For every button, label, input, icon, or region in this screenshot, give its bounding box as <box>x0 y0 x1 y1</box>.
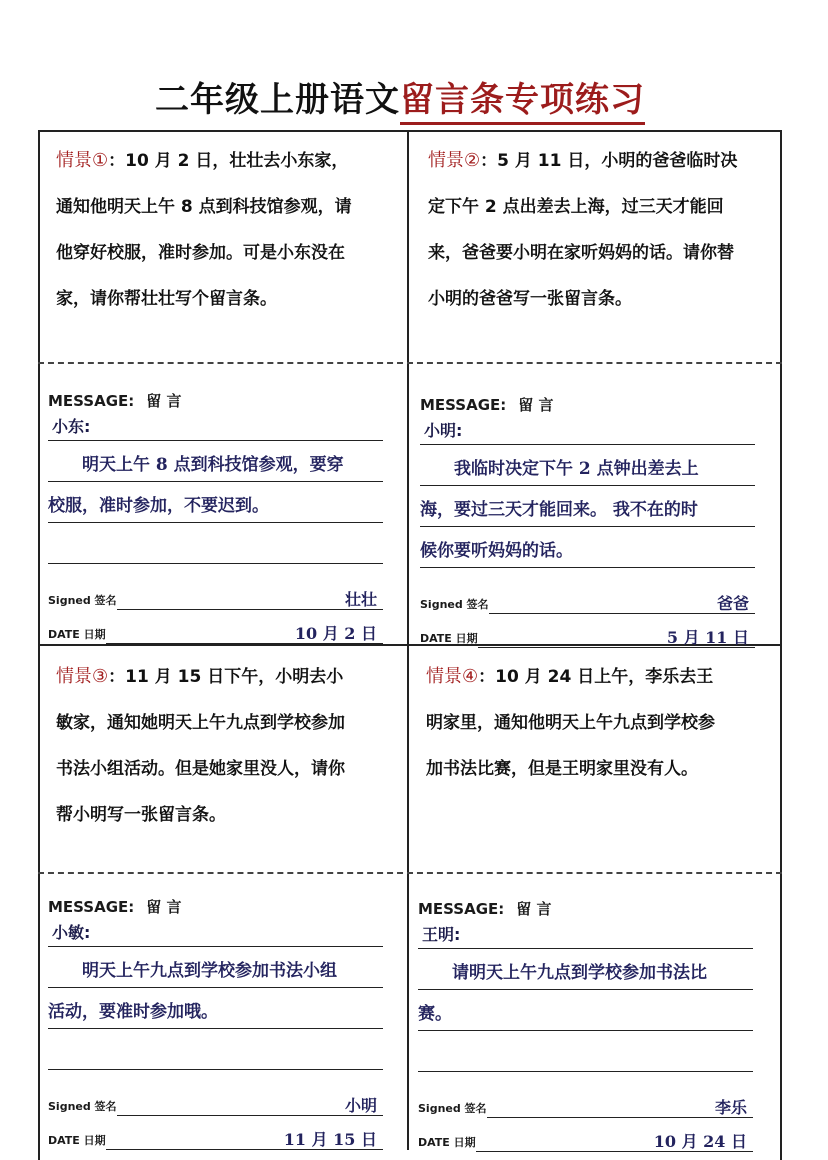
message-line: 明天上午九点到学校参加书法小组 <box>48 947 383 988</box>
scene-line: 情景④：10 月 24 日上午，李乐去王 <box>426 666 714 687</box>
scene-label: 情景② <box>428 150 481 171</box>
message-line: 我临时决定下午 2 点钟出差去上 <box>420 445 755 486</box>
message-line: 活动，要准时参加哦。 <box>48 988 383 1029</box>
scene-label: 情景③ <box>56 666 109 687</box>
date-row <box>418 1126 753 1152</box>
signed-row <box>420 588 755 614</box>
message-note-4 <box>418 898 753 1152</box>
recipient-line: 小明: <box>420 418 755 445</box>
signed-row <box>48 1090 383 1116</box>
signed-row <box>418 1092 753 1118</box>
scene-line: 书法小组活动。但是她家里没人，请你 <box>56 759 345 779</box>
date-row <box>420 622 755 648</box>
title-main: 二年级上册语文 <box>155 80 400 120</box>
message-header: MESSAGE: 留 言 <box>48 898 182 916</box>
message-header: MESSAGE: 留 言 <box>418 900 552 918</box>
dashed-divider <box>38 872 782 874</box>
message-header: MESSAGE: 留 言 <box>48 392 182 410</box>
scene-card-4 <box>426 654 766 792</box>
signed-value: 爸爸 <box>489 591 755 614</box>
scene-line: 情景①：10 月 2 日，壮壮去小东家， <box>56 150 349 171</box>
date-label: DATE 日期 <box>48 628 106 641</box>
scene-line: 明家里，通知他明天上午九点到学校参 <box>426 713 715 733</box>
message-note-2 <box>420 394 755 648</box>
date-value: 5 月 11 日 <box>478 625 755 648</box>
message-note-3 <box>48 896 383 1150</box>
scene-card-3 <box>56 654 396 838</box>
date-value: 11 月 15 日 <box>106 1127 383 1150</box>
scene-line: 家，请你帮壮壮写个留言条。 <box>56 289 277 309</box>
page-title <box>0 72 800 121</box>
scene-line: 来，爸爸要小明在家听妈妈的话。请你替 <box>428 243 734 263</box>
message-note-1 <box>48 390 383 644</box>
signed-value: 壮壮 <box>117 587 383 610</box>
signed-value: 李乐 <box>487 1095 753 1118</box>
signed-label: Signed 签名 <box>48 594 117 607</box>
signed-label: Signed 签名 <box>48 1100 117 1113</box>
date-value: 10 月 2 日 <box>106 621 383 644</box>
title-highlight: 留言条专项练习 <box>400 80 645 125</box>
recipient-line: 小敏: <box>48 920 383 947</box>
scene-line: 情景②：5 月 11 日，小明的爸爸临时决 <box>428 150 738 171</box>
scene-label: 情景④ <box>426 666 479 687</box>
signed-value: 小明 <box>117 1093 383 1116</box>
scene-card-1 <box>56 138 396 322</box>
scene-line: 情景③：11 月 15 日下午，小明去小 <box>56 666 344 687</box>
message-line: 赛。 <box>418 990 753 1031</box>
message-line: 请明天上午九点到学校参加书法比 <box>418 949 753 990</box>
date-row <box>48 1124 383 1150</box>
message-line: 候你要听妈妈的话。 <box>420 527 755 568</box>
scene-line: 帮小明写一张留言条。 <box>56 805 226 825</box>
message-line: 明天上午 8 点到科技馆参观，要穿 <box>48 441 383 482</box>
signed-row <box>48 584 383 610</box>
scene-line: 他穿好校服，准时参加。可是小东没在 <box>56 243 345 263</box>
scene-line: 加书法比赛，但是王明家里没有人。 <box>426 759 698 779</box>
date-label: DATE 日期 <box>420 632 478 645</box>
message-header: MESSAGE: 留 言 <box>420 396 554 414</box>
date-value: 10 月 24 日 <box>476 1129 753 1152</box>
scene-label: 情景① <box>56 150 109 171</box>
center-divider <box>407 130 409 1150</box>
recipient-line: 王明: <box>418 922 753 949</box>
scene-line: 敏家，通知她明天上午九点到学校参加 <box>56 713 345 733</box>
recipient-line: 小东: <box>48 414 383 441</box>
date-label: DATE 日期 <box>418 1136 476 1149</box>
scene-card-2 <box>428 138 768 322</box>
signed-label: Signed 签名 <box>418 1102 487 1115</box>
scene-line: 定下午 2 点出差去上海，过三天才能回 <box>428 197 724 217</box>
dashed-divider <box>38 362 782 364</box>
message-line <box>48 523 383 564</box>
signed-label: Signed 签名 <box>420 598 489 611</box>
message-line: 校服，准时参加，不要迟到。 <box>48 482 383 523</box>
date-label: DATE 日期 <box>48 1134 106 1147</box>
scene-line: 小明的爸爸写一张留言条。 <box>428 289 632 309</box>
message-line <box>418 1031 753 1072</box>
message-line <box>48 1029 383 1070</box>
scene-line: 通知他明天上午 8 点到科技馆参观，请 <box>56 197 352 217</box>
message-line: 海，要过三天才能回来。 我不在的时 <box>420 486 755 527</box>
date-row <box>48 618 383 644</box>
